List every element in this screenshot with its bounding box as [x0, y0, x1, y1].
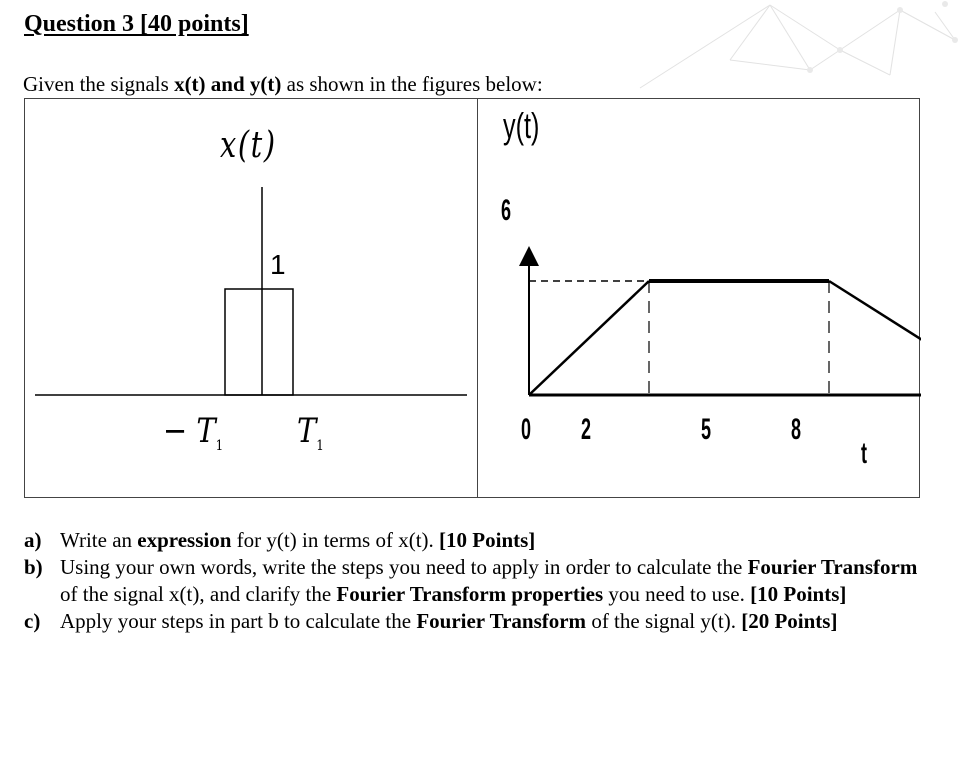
figure-box [24, 98, 920, 498]
y-tick-6: 6 [501, 194, 512, 227]
y-signal-label: y(t) [503, 105, 540, 146]
x-pulse-height-label: 1 [270, 249, 286, 280]
x-tick-8: 8 [791, 413, 802, 446]
y-signal-segment [529, 281, 649, 395]
x-signal-label: x(t) [220, 125, 277, 166]
x-tick-neg-t1: − $T_1$ [163, 411, 224, 454]
intro-text: Given the signals x(t) and y(t) as shown in the figures below: [23, 72, 543, 96]
part-b: b) Using your own words, write the steps you need to apply in order to calculate the Fourier Transform of the signal x(t), and clarify the Fourier Transform properties you need to use. [10 Points] [24, 555, 918, 606]
y-signal-segment [829, 281, 921, 395]
part-a: a) Write an expression for y(t) in terms of x(t). [10 Points] [24, 528, 536, 552]
y-signal-plot [25, 99, 921, 499]
question-title: Question 3 [40 points] [24, 11, 249, 37]
x-tick-0: 0 [521, 413, 532, 446]
x-tick-5: 5 [701, 413, 712, 446]
background-decoration [600, 0, 958, 90]
question-parts [24, 527, 929, 635]
part-c: c) Apply your steps in part b to calculate the Fourier Transform of the signal y(t). [20 Points] [24, 609, 838, 633]
y-axis-t-label: t [861, 437, 867, 470]
x-tick-2: 2 [581, 413, 592, 446]
x-tick-pos-t1: $T_1$ [297, 411, 324, 454]
